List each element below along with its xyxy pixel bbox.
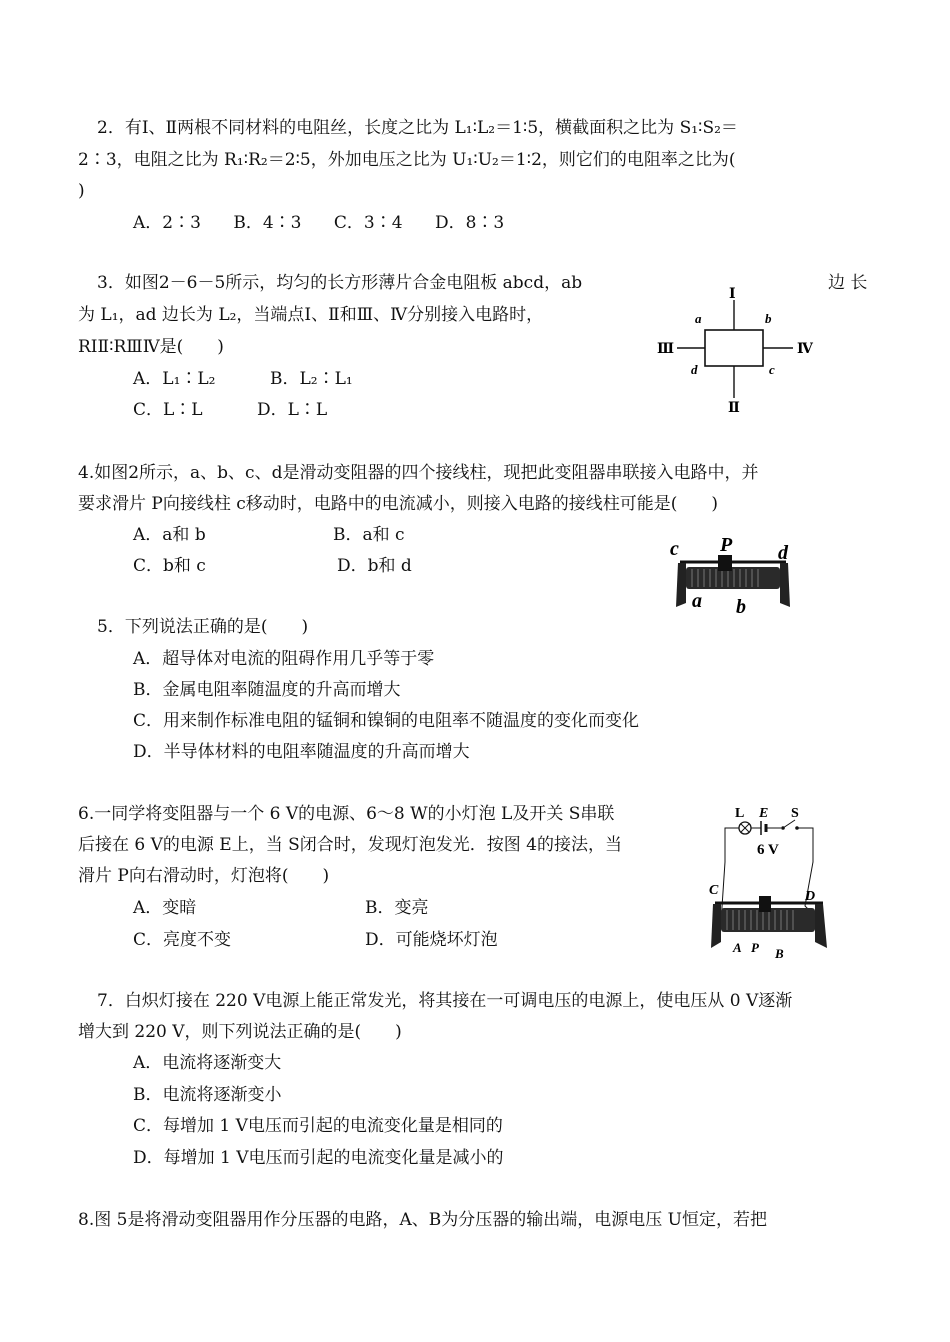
- q7-line-2: 增大到 220 V，则下列说法正确的是( ): [78, 1022, 402, 1042]
- terminal-d: d: [778, 542, 788, 564]
- q3-option-b: B．L₂∶L₁: [270, 369, 353, 389]
- label-C: C: [709, 883, 719, 898]
- q7-line-1: 7．白炽灯接在 220 V电源上能正常发光，将其接在一可调电压的电源上，使电压从 0 V逐渐: [97, 991, 793, 1011]
- q6-line-3: 滑片 P向右滑动时，灯泡将( ): [78, 866, 330, 886]
- right-bracket: [815, 904, 827, 948]
- q2-options: A．2∶3 B．4∶3 C．3∶4 D．8∶3: [133, 213, 505, 233]
- q4-option-c: C．b和 c: [133, 556, 206, 576]
- q6-option-b: B．变亮: [365, 898, 429, 918]
- q7-option-b: B．电流将逐渐变小: [133, 1085, 282, 1105]
- q4-rheostat-figure: [668, 533, 798, 617]
- q6-line-2: 后接在 6 V的电源 E上，当 S闭合时，发现灯泡发光．按图 4的接法，当: [78, 835, 622, 855]
- q5-option-c: C．用来制作标准电阻的锰铜和镍铜的电阻率不随温度的变化而变化: [133, 711, 640, 731]
- q3-line-1-tail: 边 长: [828, 273, 868, 293]
- q3-line-3: RⅠⅡ∶RⅢⅣ是( ): [78, 337, 224, 357]
- label-A: A: [733, 940, 742, 955]
- q3-option-d: D．L∶L: [257, 400, 328, 420]
- q4-line-2: 要求滑片 P向接线柱 c移动时，电路中的电流减小，则接入电路的接线柱可能是( ): [78, 494, 719, 514]
- q3-option-a: A．L₁∶L₂: [133, 369, 216, 389]
- label-E: E: [759, 806, 769, 821]
- terminal-c: c: [670, 538, 679, 560]
- q6-option-a: A．变暗: [133, 898, 197, 918]
- q8-line-1: 8.图 5是将滑动变阻器用作分压器的电路，A、B为分压器的输出端，电源电压 U恒定，若把: [78, 1210, 767, 1230]
- q6-option-d: D．可能烧坏灯泡: [365, 930, 498, 950]
- terminal-b: b: [736, 596, 746, 617]
- q7-option-c: C．每增加 1 V电压而引起的电流变化量是相同的: [133, 1116, 503, 1136]
- q5-option-b: B．金属电阻率随温度的升高而增大: [133, 680, 401, 700]
- left-bracket: [711, 904, 721, 948]
- label-L: L: [735, 806, 745, 821]
- corner-a: a: [695, 311, 702, 326]
- slider-P: [759, 896, 771, 912]
- label-III: Ⅲ: [657, 342, 675, 357]
- switch-icon: [783, 820, 795, 828]
- q5-option-d: D．半导体材料的电阻率随温度的升高而增大: [133, 742, 470, 762]
- label-II: Ⅱ: [728, 401, 740, 414]
- q4-option-a: A．a和 b: [133, 525, 206, 545]
- q4-option-d: D．b和 d: [337, 556, 412, 576]
- q5-line-1: 5．下列说法正确的是( ): [97, 617, 309, 637]
- q2-line-3: ): [78, 181, 85, 201]
- q7-option-d: D．每增加 1 V电压而引起的电流变化量是减小的: [133, 1148, 504, 1168]
- label-IV: Ⅳ: [797, 342, 813, 357]
- corner-d: d: [691, 362, 698, 377]
- corner-b: b: [765, 311, 772, 326]
- right-bracket: [780, 563, 790, 607]
- terminal-P: P: [720, 534, 733, 556]
- label-S: S: [791, 806, 799, 821]
- label-I: Ⅰ: [729, 287, 736, 302]
- label-voltage: 6 V: [757, 842, 779, 858]
- terminal-a: a: [692, 590, 702, 612]
- q6-option-c: C．亮度不变: [133, 930, 232, 950]
- q3-line-1: 3．如图2－6－5所示，均匀的长方形薄片合金电阻板 abcd，ab: [97, 273, 583, 293]
- q4-option-b: B．a和 c: [333, 525, 405, 545]
- label-D: D: [805, 889, 816, 904]
- q7-option-a: A．电流将逐渐变大: [133, 1053, 282, 1073]
- q6-line-1: 6.一同学将变阻器与一个 6 V的电源、6～8 W的小灯泡 L及开关 S串联: [78, 804, 615, 824]
- left-bracket: [676, 563, 686, 607]
- label-P: P: [751, 940, 759, 955]
- q2-line-2: 2∶3，电阻之比为 R₁∶R₂＝2∶5，外加电压之比为 U₁∶U₂＝1∶2，则它们的电阻率之比为(: [78, 150, 736, 170]
- corner-c: c: [769, 362, 775, 377]
- q3-resistor-plate-figure: [655, 282, 815, 414]
- rheostat-coil: [686, 567, 780, 589]
- plate-rectangle: [705, 330, 763, 366]
- q6-circuit-figure: [705, 802, 835, 962]
- q5-option-a: A．超导体对电流的阻碍作用几乎等于零: [133, 649, 435, 669]
- q2-line-1: 2．有Ⅰ、Ⅱ两根不同材料的电阻丝，长度之比为 L₁∶L₂＝1∶5，横截面积之比为 S₁∶S₂＝: [97, 118, 738, 138]
- slider-P: [718, 555, 732, 571]
- q3-line-2: 为 L₁，ad 边长为 L₂，当端点Ⅰ、Ⅱ和Ⅲ、Ⅳ分别接入电路时，: [78, 305, 544, 325]
- q3-option-c: C．L∶L: [133, 400, 203, 420]
- q4-line-1: 4.如图2所示，a、b、c、d是滑动变阻器的四个接线柱，现把此变阻器串联接入电路中，并: [78, 463, 759, 483]
- label-B: B: [775, 946, 784, 961]
